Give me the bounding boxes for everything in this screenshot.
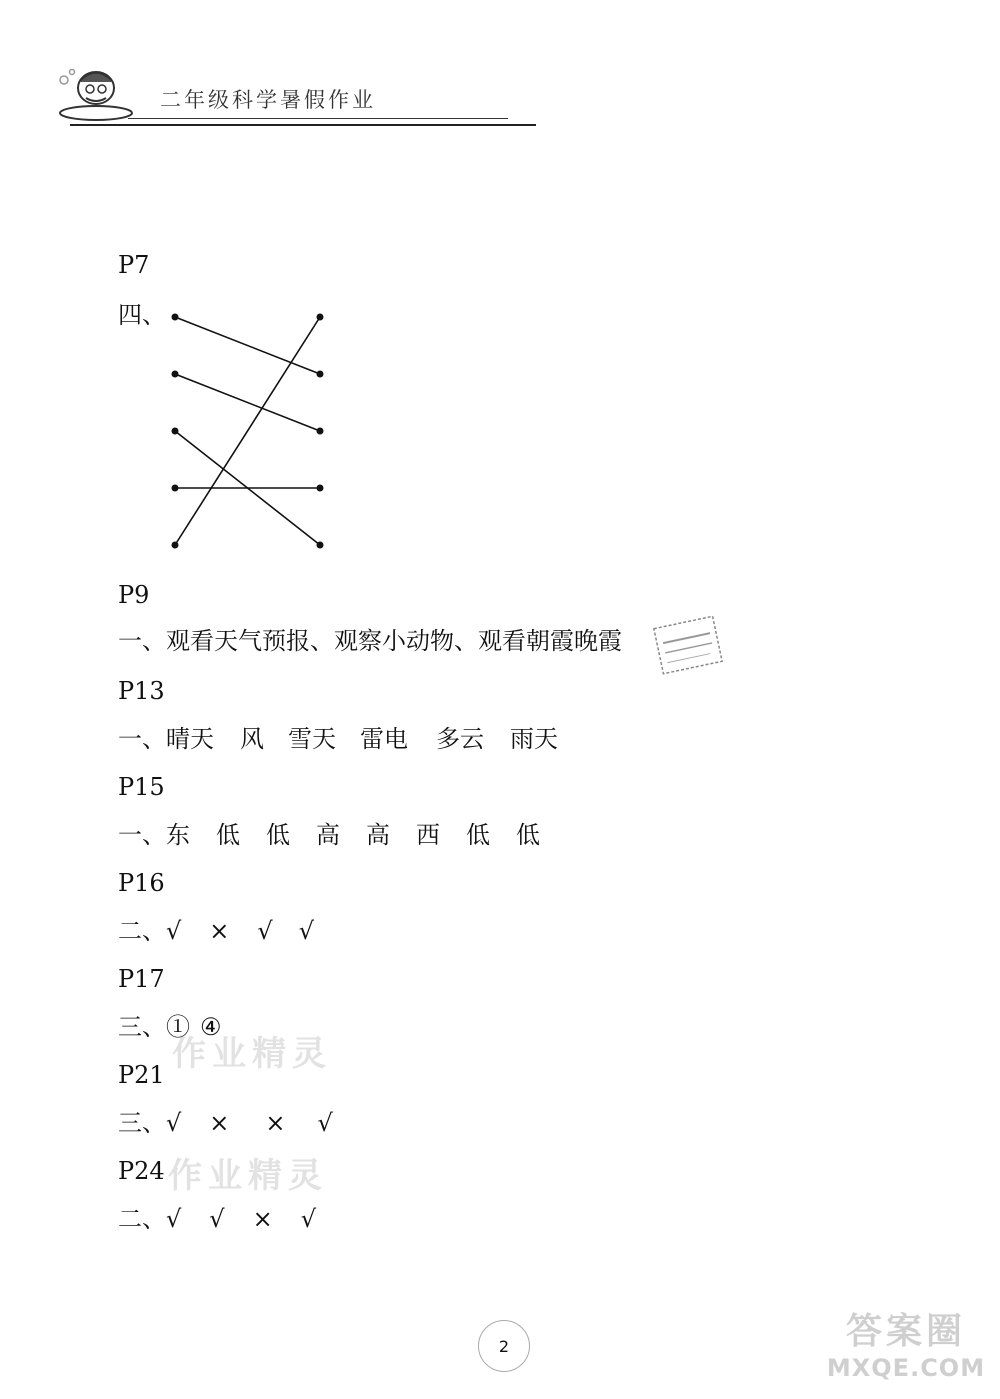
answer-item: √ (317, 1109, 333, 1137)
answer-item: √ (298, 917, 314, 945)
left-dot (172, 428, 179, 435)
answer-item: × (265, 1109, 286, 1137)
answer-items (118, 724, 558, 754)
matching-line (175, 317, 320, 545)
answer-items (118, 916, 314, 946)
answer-page-label: P9 (118, 581, 150, 609)
answer-page-label: P24 (118, 1157, 165, 1185)
watermark-text: 作业精灵 (168, 1156, 328, 1196)
right-dot (317, 314, 324, 321)
answer-page-label: P15 (118, 773, 165, 801)
answer-item: 二、√ (118, 917, 182, 945)
answer-item: 一、东 (118, 821, 190, 849)
answer-items (118, 1012, 222, 1042)
answer-items (118, 820, 540, 850)
left-dot (172, 485, 179, 492)
watermark-text: 作业精灵 (172, 1034, 332, 1074)
page-number: 2 (478, 1320, 530, 1372)
answer-text: 一、观看天气预报、观察小动物、观看朝霞晚霞 (118, 627, 622, 655)
right-dot (317, 542, 324, 549)
site-logo (826, 1310, 986, 1390)
answer-item: 多云 (436, 725, 484, 753)
answer-item: 低 (516, 821, 540, 849)
answer-page-label: P13 (118, 677, 165, 705)
answer-item: 二、√ (118, 1205, 182, 1233)
answer-item: 高 (366, 821, 390, 849)
answer-item: ④ (200, 1013, 222, 1041)
left-dot (172, 542, 179, 549)
matching-line (175, 374, 320, 431)
answer-item: 雷电 (360, 725, 408, 753)
answer-item: × (209, 917, 230, 945)
answer-item: √ (209, 1205, 225, 1233)
answer-item: √ (300, 1205, 316, 1233)
answer-items (118, 1108, 333, 1138)
header-divider (128, 118, 508, 119)
left-dot (172, 314, 179, 321)
left-dot (172, 371, 179, 378)
answer-item: 雨天 (510, 725, 558, 753)
answer-item: 三、√ (118, 1109, 182, 1137)
answer-page-label: P7 (118, 251, 150, 279)
answer-items (118, 1204, 316, 1234)
answer-item: 低 (466, 821, 490, 849)
answer-page-label: P21 (118, 1061, 165, 1089)
answer-item: × (209, 1109, 230, 1137)
answer-item: 三、① (118, 1013, 190, 1041)
answer-item: × (252, 1205, 273, 1233)
answer-item: 风 (240, 725, 264, 753)
stamp-icon (652, 614, 724, 676)
answer-item: 西 (416, 821, 440, 849)
right-dot (317, 371, 324, 378)
answer-item: 低 (266, 821, 290, 849)
answer-page-label: P17 (118, 965, 165, 993)
matching-line (175, 317, 320, 374)
answer-item: √ (257, 917, 273, 945)
answer-item: 高 (316, 821, 340, 849)
answer-item: 低 (216, 821, 240, 849)
header-divider (70, 124, 536, 126)
answer-item: 一、晴天 (118, 725, 214, 753)
right-dot (317, 428, 324, 435)
answer-page-label: P16 (118, 869, 165, 897)
answer-text: 四、 (118, 301, 166, 329)
matching-lines-diagram (160, 300, 340, 560)
answer-item: 雪天 (288, 725, 336, 753)
right-dot (317, 485, 324, 492)
site-logo-url: MXQE.COM (826, 1354, 986, 1382)
site-logo-name: 答案圈 (845, 1311, 966, 1352)
header-title: 二年级科学暑假作业 (160, 88, 376, 112)
